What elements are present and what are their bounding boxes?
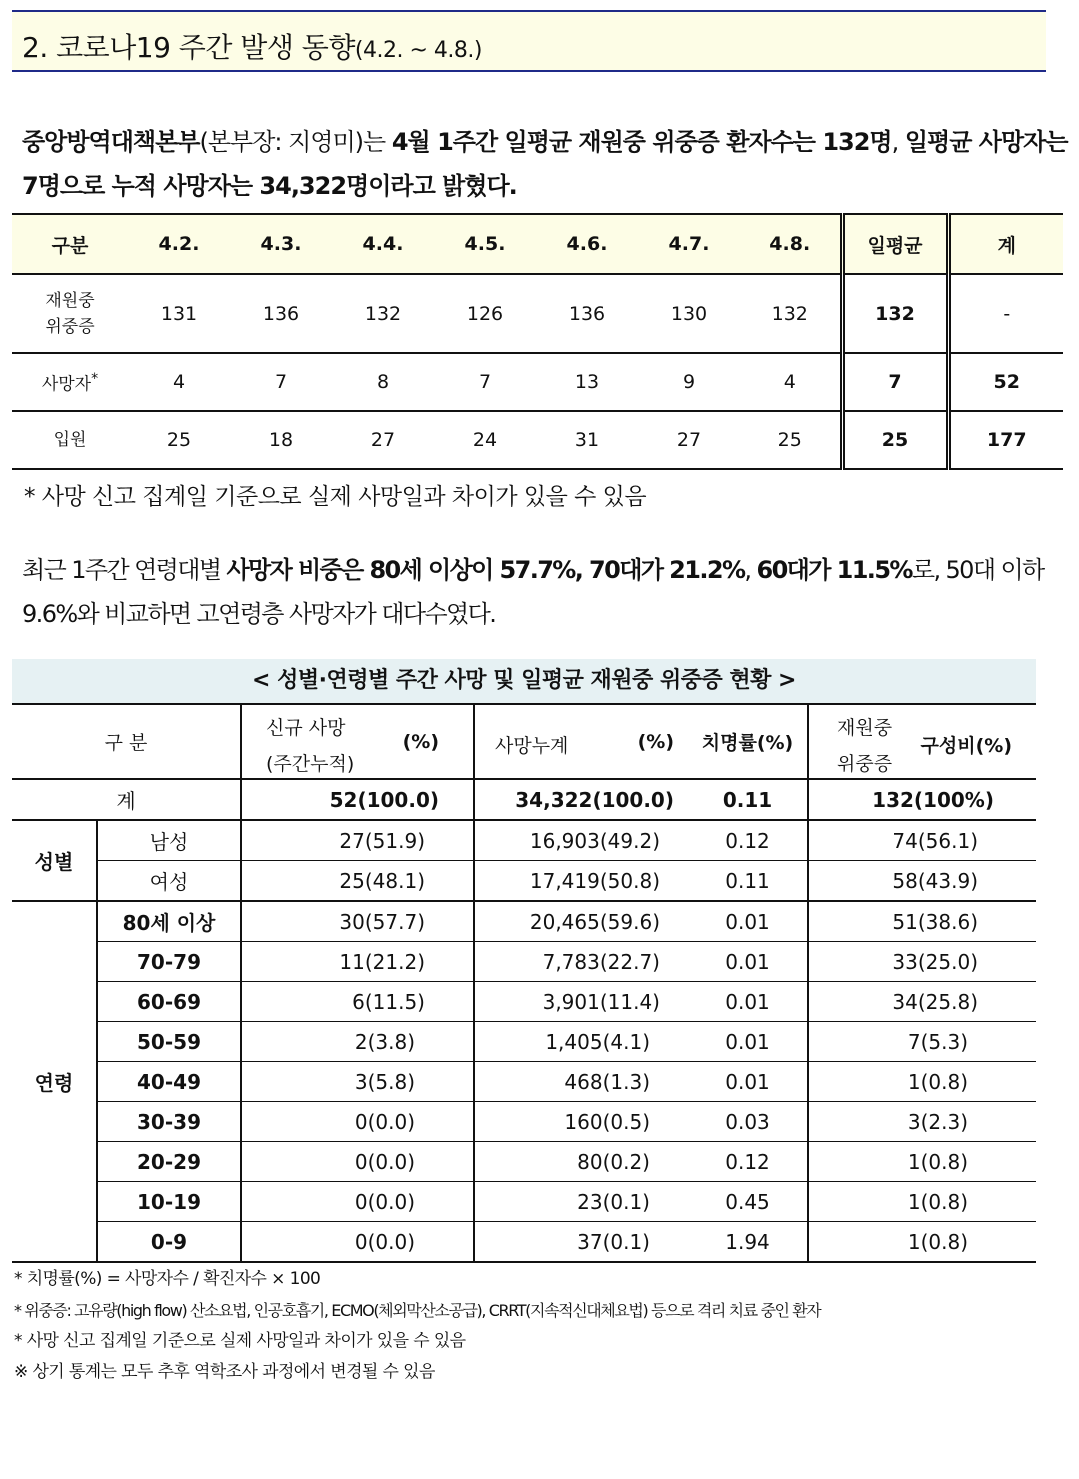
- table2-cell: 25(48.1): [241, 861, 474, 902]
- summary-paragraph-1: 중앙방역대책본부(본부장: 지영미)는 4월 1주간 일평균 재원중 위중증 환자수는 132명, 일평균 사망자는 7명으로 누적 사망자는 34,322명이라고 밝혔다.: [22, 128, 1068, 200]
- table2-row-label: 80세 이상: [97, 901, 241, 942]
- table2-cell: 0.11: [688, 779, 808, 820]
- table2-cell: 0(0.0): [241, 1142, 474, 1182]
- table2-cell: 1(0.8): [808, 1182, 1036, 1222]
- table1-cell: 13: [536, 353, 638, 411]
- table1-row-severe: [12, 274, 1063, 353]
- table2-cell: 0.01: [688, 1022, 808, 1062]
- table2-row-male: [12, 820, 1036, 861]
- footnotes: [14, 1264, 820, 1388]
- table1-cell: 7: [230, 353, 332, 411]
- table1-cell: 27: [332, 411, 434, 469]
- table2-row-label: 10-19: [97, 1182, 241, 1222]
- table2-row-age: [12, 901, 1036, 942]
- table1-cell-total: 177: [948, 411, 1063, 469]
- table2-cell: 51(38.6): [808, 901, 1036, 942]
- table2-caption: < 성별·연령별 주간 사망 및 일평균 재원중 위중증 현황 >: [12, 659, 1036, 703]
- table2-row-age: [12, 1102, 1036, 1142]
- table2-header-cfr: 치명률(%): [688, 704, 808, 779]
- table1-cell: 8: [332, 353, 434, 411]
- table1-header-date: 4.6.: [536, 214, 638, 274]
- table2-cell: 11(21.2): [241, 942, 474, 982]
- table2-row-label: 60-69: [97, 982, 241, 1022]
- table1-row-label: 사망자*: [12, 353, 128, 411]
- table1-cell: 126: [434, 274, 536, 353]
- table2-cell: 17,419(50.8): [474, 861, 688, 902]
- table2-cell: 34(25.8): [808, 982, 1036, 1022]
- table1-cell: 132: [332, 274, 434, 353]
- table2-cell: 0.01: [688, 901, 808, 942]
- table2-cell: 2(3.8): [241, 1022, 474, 1062]
- table2-group-sex: 성별: [12, 820, 97, 901]
- table1-cell-average: 25: [842, 411, 948, 469]
- table1-cell: 130: [638, 274, 740, 353]
- table2-header-new-deaths: 신규 사망 (주간누적) (%): [241, 704, 474, 779]
- section-period: (4.2. ~ 4.8.): [354, 38, 482, 63]
- table2-cell: 0(0.0): [241, 1182, 474, 1222]
- table1-cell: 136: [536, 274, 638, 353]
- table1-cell: 136: [230, 274, 332, 353]
- table2-row-age: [12, 1022, 1036, 1062]
- table2-cell: 0.01: [688, 942, 808, 982]
- table2-row-age: [12, 1222, 1036, 1263]
- table1-cell-total: -: [948, 274, 1063, 353]
- table2-cell: 74(56.1): [808, 820, 1036, 861]
- table2-row-label: 20-29: [97, 1142, 241, 1182]
- table2-cell: 0.45: [688, 1182, 808, 1222]
- table2-header-row: [12, 704, 1036, 779]
- table2-cell: 1(0.8): [808, 1222, 1036, 1263]
- table2-row-label: 50-59: [97, 1022, 241, 1062]
- footnote-disclaimer: ※ 상기 통계는 모두 추후 역학조사 과정에서 변경될 수 있음: [14, 1362, 435, 1382]
- table2-cell: 1,405(4.1): [474, 1022, 688, 1062]
- table1-row-label: 입원: [12, 411, 128, 469]
- table1-cell: 27: [638, 411, 740, 469]
- table1-cell: 7: [434, 353, 536, 411]
- table2-cell: 160(0.5): [474, 1102, 688, 1142]
- table1-header-date: 4.2.: [128, 214, 230, 274]
- weekly-trend-table: [12, 213, 1063, 470]
- section-header: [12, 10, 1046, 72]
- table2-cell: 37(0.1): [474, 1222, 688, 1263]
- table2-cell: 1(0.8): [808, 1142, 1036, 1182]
- table2-group-age: 연령: [34, 1071, 74, 1095]
- table2-cell: 27(51.9): [241, 820, 474, 861]
- table2-cell: 6(11.5): [241, 982, 474, 1022]
- table2-row-age: [12, 1142, 1036, 1182]
- table2-cell: 0(0.0): [241, 1222, 474, 1263]
- sex-age-table: [12, 703, 1036, 1263]
- table2-cell: 0.11: [688, 861, 808, 902]
- table2-cell: 7(5.3): [808, 1022, 1036, 1062]
- table1-cell: 31: [536, 411, 638, 469]
- table2-cell: 1.94: [725, 1229, 770, 1254]
- table1-cell: 131: [128, 274, 230, 353]
- table1-cell-average: 132: [842, 274, 948, 353]
- table2-header-severe: 재원중 위중증 구성비(%): [808, 704, 1036, 779]
- table2-cell: 0.12: [688, 1142, 808, 1182]
- table1-row-label: 재원중 위중증: [12, 274, 128, 353]
- table1-header-average: 일평균: [842, 214, 948, 274]
- table1-cell: 18: [230, 411, 332, 469]
- table2-row-label: 계: [12, 779, 241, 820]
- table2-cell: 58(43.9): [808, 861, 1036, 902]
- table1-cell: 4: [128, 353, 230, 411]
- table1-header-category: 구분: [12, 214, 128, 274]
- table1-cell: 9: [638, 353, 740, 411]
- table2-row-label: 30-39: [97, 1102, 241, 1142]
- table2-cell: 23(0.1): [474, 1182, 688, 1222]
- table2-row-age: [12, 1182, 1036, 1222]
- table2-cell: 30(57.7): [241, 901, 474, 942]
- table2-cell: 0.03: [688, 1102, 808, 1142]
- table1-cell: 4: [740, 353, 842, 411]
- table1-cell: 24: [434, 411, 536, 469]
- table2-cell: 3(5.8): [241, 1062, 474, 1102]
- table2-cell: 1(0.8): [808, 1062, 1036, 1102]
- table1-cell: 132: [740, 274, 842, 353]
- table2-cell: 0.01: [688, 1062, 808, 1102]
- table2-row-age: [12, 1062, 1036, 1102]
- table2-cell: 468(1.3): [474, 1062, 688, 1102]
- footnote-cfr: * 치명률(%) = 사망자수 / 확진자수 × 100: [14, 1269, 321, 1289]
- table2-cell: 132(100%): [808, 779, 1036, 820]
- table2-cell: 20,465(59.6): [474, 901, 688, 942]
- table2-row-label: 남성: [97, 820, 241, 861]
- table1-cell-total: 52: [948, 353, 1063, 411]
- table1-footnote: * 사망 신고 집계일 기준으로 실제 사망일과 차이가 있을 수 있음: [24, 484, 647, 510]
- table2-cell: 0.01: [688, 982, 808, 1022]
- table1-header-row: [12, 214, 1063, 274]
- table1-row-deaths: [12, 353, 1063, 411]
- table1-row-admissions: [12, 411, 1063, 469]
- table2-cell: 80(0.2): [474, 1142, 688, 1182]
- table2-header-cumulative: 사망누계 (%): [474, 704, 688, 779]
- table2-row-label: 70-79: [97, 942, 241, 982]
- table2-cell: 33(25.0): [808, 942, 1036, 982]
- table2-header-category: 구 분: [12, 704, 241, 779]
- table1-header-date: 4.7.: [638, 214, 740, 274]
- footnote-severe: * 위중증: 고유량(high flow) 산소요법, 인공호흡기, ECMO(체외막산소공급), CRRT(지속적신대체요법) 등으로 격리 치료 중인 환자: [14, 1301, 821, 1320]
- table1-cell-average: 7: [842, 353, 948, 411]
- table2-row-total: [12, 779, 1036, 820]
- table2-cell: 16,903(49.2): [474, 820, 688, 861]
- summary-paragraph-2: 최근 1주간 연령대별 사망자 비중은 80세 이상이 57.7%, 70대가 21.2%, 60대가 11.5%로, 50대 이하 9.6%와 비교하면 고연령층 사망자가 대다수였다.: [22, 556, 1044, 628]
- table2-cell: 0.12: [688, 820, 808, 861]
- table1-header-date: 4.4.: [332, 214, 434, 274]
- table1-header-date: 4.5.: [434, 214, 536, 274]
- table2-cell: 52(100.0): [241, 779, 474, 820]
- table1-cell: 25: [128, 411, 230, 469]
- table2-cell: 34,322(100.0): [474, 779, 688, 820]
- section-title: 2. 코로나19 주간 발생 동향(4.2. ~ 4.8.): [22, 31, 482, 64]
- table2-row-label: 0-9: [97, 1222, 241, 1263]
- table1-header-total: 계: [948, 214, 1063, 274]
- table1-header-date: 4.8.: [740, 214, 842, 274]
- footnote-report-date: * 사망 신고 집계일 기준으로 실제 사망일과 차이가 있을 수 있음: [14, 1331, 466, 1351]
- table1-cell: 25: [740, 411, 842, 469]
- table2-cell: 0(0.0): [241, 1102, 474, 1142]
- table2-row-female: [12, 861, 1036, 902]
- table2-row-age: [12, 942, 1036, 982]
- table1-header-date: 4.3.: [230, 214, 332, 274]
- table2-cell: 3,901(11.4): [474, 982, 688, 1022]
- table2-row-label: 40-49: [97, 1062, 241, 1102]
- table2-cell: 3(2.3): [808, 1102, 1036, 1142]
- table2-cell: 7,783(22.7): [474, 942, 688, 982]
- table2-row-age: [12, 982, 1036, 1022]
- table2-row-label: 여성: [97, 861, 241, 902]
